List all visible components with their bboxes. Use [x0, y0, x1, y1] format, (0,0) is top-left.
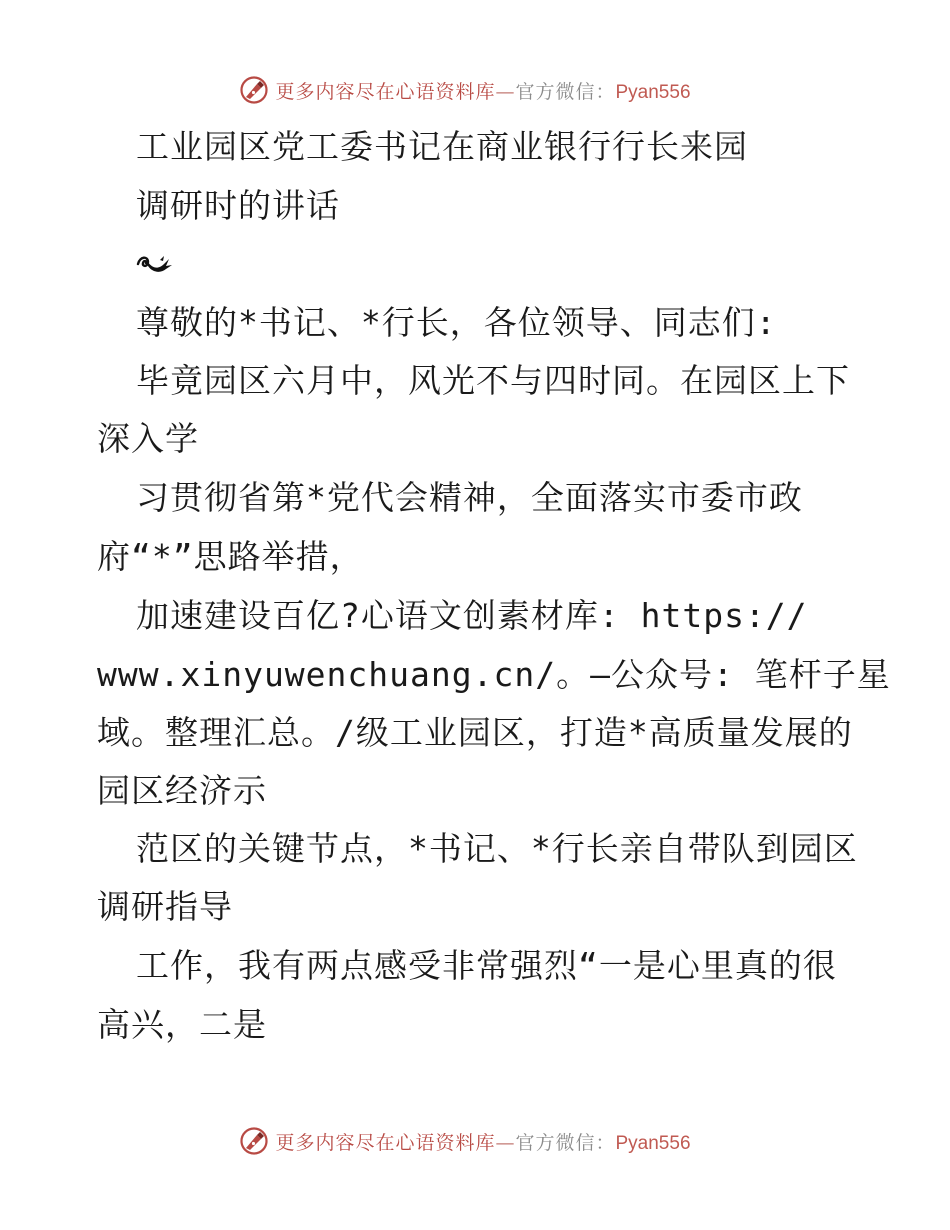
doc-title-line-2: 调研时的讲话: [136, 186, 340, 225]
footer-wechat-label: 官方微信：: [515, 1131, 616, 1154]
header-wechat-id: Pyan556: [615, 81, 691, 103]
doc-line-1: 尊敬的*书记、*行长，各位领导、同志们:: [136, 303, 777, 342]
doc-line-7: www.xinyuwenchuang.cn/。—公众号: 笔杆子星: [97, 655, 891, 694]
header-wechat-label: 官方微信：: [515, 80, 616, 103]
footer-dash: —: [495, 1131, 516, 1154]
doc-line-9: 园区经济示: [97, 771, 267, 810]
doc-line-12: 工作，我有两点感受非常强烈“一是心里真的很: [136, 946, 837, 985]
doc-line-4: 习贯彻省第*党代会精神，全面落实市委市政: [136, 478, 803, 517]
header-dash: —: [495, 80, 516, 103]
pen-nib-icon: [239, 1126, 269, 1156]
footer-watermark: [239, 1126, 690, 1156]
doc-line-13: 高兴，二是: [97, 1005, 267, 1044]
doc-title-line-1: 工业园区党工委书记在商业银行行长来园: [136, 127, 748, 166]
pen-nib-icon: [239, 75, 269, 105]
doc-line-2: 毕竟园区六月中，风光不与四时同。在园区上下: [136, 361, 850, 400]
doc-line-11: 调研指导: [97, 887, 233, 926]
footer-wechat-id: Pyan556: [615, 1132, 691, 1154]
doc-line-10: 范区的关键节点，*书记、*行长亲自带队到园区: [136, 829, 858, 868]
doc-line-8: 域。整理汇总。/级工业园区，打造*高质量发展的: [97, 713, 853, 752]
doc-line-3: 深入学: [97, 419, 199, 458]
footer-site-text: 更多内容尽在心语资料库: [275, 1131, 496, 1154]
dragon-ornament-icon: [136, 250, 174, 278]
page-footer: [0, 1121, 950, 1161]
doc-line-6: 加速建设百亿?心语文创素材库: https://: [136, 596, 808, 635]
page-header: [0, 70, 950, 110]
header-site-text: 更多内容尽在心语资料库: [275, 80, 496, 103]
header-watermark: [239, 75, 690, 105]
doc-line-5: 府“*”思路举措，: [97, 537, 364, 576]
